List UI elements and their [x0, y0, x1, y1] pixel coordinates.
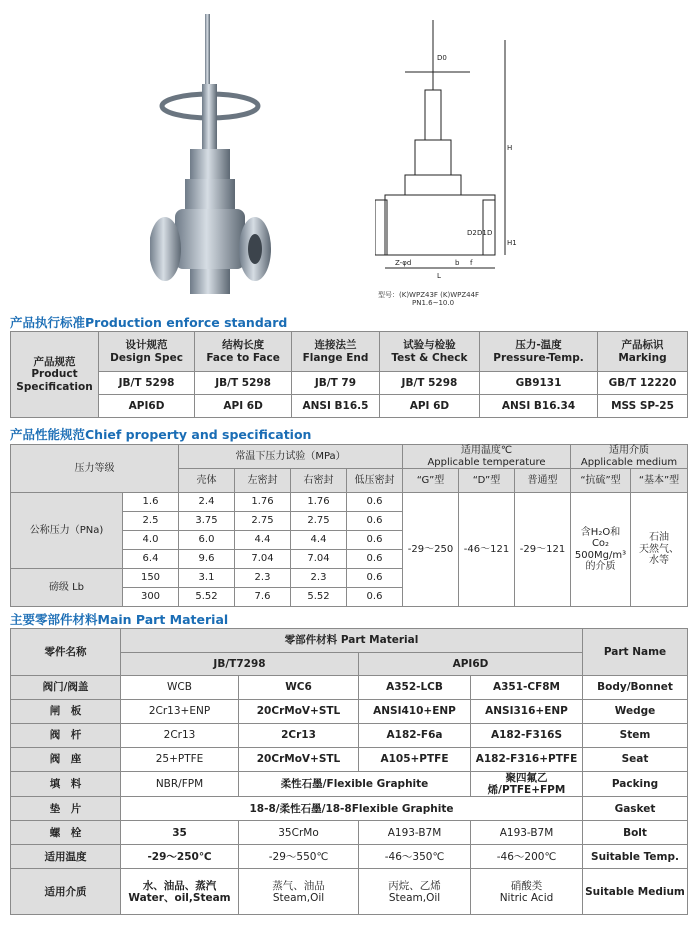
cell-text: 压力-温度	[515, 339, 562, 352]
table-cell: 阀 座	[11, 748, 121, 772]
table-cell: 2.3	[291, 569, 347, 588]
table-cell: WCB	[121, 676, 239, 700]
table-cell	[359, 869, 471, 915]
table-cell: -46～121	[459, 493, 515, 607]
col-flange	[292, 332, 380, 372]
table-cell: 2.4	[179, 493, 235, 512]
cell-text: 丙烷、乙烯	[388, 879, 441, 892]
cell-text: Flange End	[302, 351, 369, 364]
table-cell: JB/T 5298	[379, 372, 479, 395]
table-cell	[239, 869, 359, 915]
cell-text: 硝酸类	[510, 879, 543, 892]
table-cell: 25+PTFE	[121, 748, 239, 772]
table-cell: Bolt	[583, 821, 688, 845]
table-cell: 3.1	[179, 569, 235, 588]
chief-title: 产品性能规范Chief property and specification	[10, 427, 312, 442]
table-cell: 1.76	[291, 493, 347, 512]
table-cell: 4.4	[291, 531, 347, 550]
table-cell: 18-8/柔性石墨/18-8Flexible Graphite	[121, 797, 583, 821]
table-cell: A193-B7M	[359, 821, 471, 845]
table-cell: 2Cr13+ENP	[121, 700, 239, 724]
table-cell: A182-F316S	[471, 724, 583, 748]
dim-h: H	[507, 144, 513, 152]
chief-table	[10, 444, 688, 607]
table-cell: 壳体	[179, 469, 235, 493]
table-cell: -29～121	[515, 493, 571, 607]
table-cell: 普通型	[515, 469, 571, 493]
col-design	[99, 332, 195, 372]
table-cell: 聚四氟乙烯/PTFE+FPM	[471, 772, 583, 797]
table-cell: ANSI B16.5	[292, 395, 380, 418]
col-pt	[480, 332, 598, 372]
table-cell: ANSI316+ENP	[471, 700, 583, 724]
table-cell: “基本”型	[631, 469, 688, 493]
table-cell: 垫 片	[11, 797, 121, 821]
cell-text: 试验与检验	[403, 339, 456, 352]
table-cell	[571, 445, 688, 469]
table-cell: 150	[123, 569, 179, 588]
col-test	[379, 332, 479, 372]
valve-drawing	[375, 20, 525, 285]
cell-text: 水等	[649, 555, 669, 567]
cell-text: 连接法兰	[314, 339, 357, 352]
table-cell: 35CrMo	[239, 821, 359, 845]
table-cell: 300	[123, 588, 179, 607]
table-cell: 6.0	[179, 531, 235, 550]
table-cell: -46～350℃	[359, 845, 471, 869]
table-cell: A351-CF8M	[471, 676, 583, 700]
table-cell: “抗硫”型	[571, 469, 631, 493]
table-cell: 3.75	[179, 512, 235, 531]
table-cell: 4.4	[235, 531, 291, 550]
table-cell: 公称压力（PNa)	[11, 493, 123, 569]
table-cell: 填 料	[11, 772, 121, 797]
cell-text: 适用温度℃	[460, 445, 513, 456]
table-cell: 4.0	[123, 531, 179, 550]
table-cell: Gasket	[583, 797, 688, 821]
table-cell: GB9131	[480, 372, 598, 395]
table-cell: GB/T 12220	[597, 372, 687, 395]
table-cell: Body/Bonnet	[583, 676, 688, 700]
table-cell: 5.52	[179, 588, 235, 607]
table-cell: 0.6	[347, 531, 403, 550]
table-cell: Suitable Medium	[583, 869, 688, 915]
table-cell: 压力等级	[11, 445, 179, 493]
table-cell: 阀 杆	[11, 724, 121, 748]
medium-sour	[571, 493, 631, 607]
cell-text: Face to Face	[206, 351, 280, 364]
valve-photo	[150, 14, 280, 304]
table-cell: 右密封	[291, 469, 347, 493]
table-cell: NBR/FPM	[121, 772, 239, 797]
table-cell: 35	[121, 821, 239, 845]
cell-text: 产品标识	[621, 339, 664, 352]
cell-text: Steam,Oil	[388, 891, 441, 904]
table-cell: 闸 板	[11, 700, 121, 724]
pressure-caption: PN1.6~10.0	[412, 299, 455, 307]
col-face	[195, 332, 292, 372]
table-cell: JB/T7298	[121, 653, 359, 676]
table-cell: API 6D	[379, 395, 479, 418]
cell-text: 石油	[649, 532, 669, 544]
table-cell: API6D	[359, 653, 583, 676]
dim-z: Z-φd	[395, 259, 412, 267]
table-cell	[121, 869, 239, 915]
table-cell: 适用温度	[11, 845, 121, 869]
table-cell: “G”型	[403, 469, 459, 493]
table-cell: 低压密封	[347, 469, 403, 493]
table-cell: 0.6	[347, 588, 403, 607]
table-cell: MSS SP-25	[597, 395, 687, 418]
table-cell: 0.6	[347, 569, 403, 588]
medium-basic	[631, 493, 688, 607]
cell-text: 设计规范	[125, 339, 168, 352]
col-marking	[597, 332, 687, 372]
table-cell: 0.6	[347, 512, 403, 531]
dim-l: L	[437, 272, 441, 280]
table-cell: JB/T 5298	[99, 372, 195, 395]
table-cell: A105+PTFE	[359, 748, 471, 772]
table-cell: 2Cr13	[239, 724, 359, 748]
table-cell: 0.6	[347, 550, 403, 569]
table-cell: 7.04	[291, 550, 347, 569]
table-cell: 零件名称	[11, 629, 121, 676]
table-cell: 2.3	[235, 569, 291, 588]
table-cell: 阀门/阀盖	[11, 676, 121, 700]
table-cell: Seat	[583, 748, 688, 772]
table-cell: A182-F316+PTFE	[471, 748, 583, 772]
table-cell	[471, 869, 583, 915]
standard-title: 产品执行标准Production enforce standard	[10, 315, 288, 330]
table-cell: 螺 栓	[11, 821, 121, 845]
material-table	[10, 628, 688, 915]
cell-text: 的介质	[585, 561, 616, 572]
table-cell: Stem	[583, 724, 688, 748]
cell-text: 结构长度	[222, 339, 265, 352]
table-cell	[403, 445, 571, 469]
table-cell: A352-LCB	[359, 676, 471, 700]
table-cell: API6D	[99, 395, 195, 418]
table-cell: -46～200℃	[471, 845, 583, 869]
table-cell: ANSI410+ENP	[359, 700, 471, 724]
table-cell: Packing	[583, 772, 688, 797]
table-cell: JB/T 5298	[195, 372, 292, 395]
spec-label	[11, 332, 99, 418]
table-cell: ANSI B16.34	[480, 395, 598, 418]
dim-d: D	[487, 229, 493, 237]
cell-text: 天然气、	[639, 543, 679, 555]
table-cell: Suitable Temp.	[583, 845, 688, 869]
table-cell: 5.52	[291, 588, 347, 607]
model-caption: 型号：(K)WPZ43F (K)WPZ44F	[378, 291, 480, 299]
cell-text: Pressure-Temp.	[493, 351, 584, 364]
cell-text: Applicable temperature	[427, 456, 546, 468]
table-cell: 2.75	[235, 512, 291, 531]
cell-text: Nitric Acid	[499, 891, 554, 904]
table-cell: -29～250	[403, 493, 459, 607]
table-cell: 左密封	[235, 469, 291, 493]
cell-text: Design Spec	[110, 351, 183, 364]
cell-text: 500Mg/m³	[574, 549, 627, 561]
table-cell: 20CrMoV+STL	[239, 700, 359, 724]
table-cell: 磅级 Lb	[11, 569, 123, 607]
table-cell: A182-F6a	[359, 724, 471, 748]
table-cell: 0.6	[347, 493, 403, 512]
dim-d2: D2	[467, 229, 477, 237]
table-cell: 2.5	[123, 512, 179, 531]
cell-text: 含H₂O和	[580, 526, 621, 538]
table-cell: WC6	[239, 676, 359, 700]
cell-text: 蒸气、油品	[272, 879, 325, 892]
dim-b: b	[455, 259, 460, 267]
table-cell: A193-B7M	[471, 821, 583, 845]
table-cell: 零部件材料 Part Material	[121, 629, 583, 653]
table-cell: “D”型	[459, 469, 515, 493]
table-cell: 7.6	[235, 588, 291, 607]
material-title: 主要零部件材料Main Part Material	[10, 612, 229, 627]
table-cell: 20CrMoV+STL	[239, 748, 359, 772]
table-cell: 2.75	[291, 512, 347, 531]
cell-text: Marking	[618, 351, 667, 364]
table-cell: 柔性石墨/Flexible Graphite	[239, 772, 471, 797]
table-cell: -29～550℃	[239, 845, 359, 869]
table-cell: 1.6	[123, 493, 179, 512]
table-cell: Wedge	[583, 700, 688, 724]
standard-table	[10, 331, 688, 418]
table-cell: 7.04	[235, 550, 291, 569]
cell-text: Test & Check	[391, 351, 468, 364]
table-cell: 9.6	[179, 550, 235, 569]
table-cell: 1.76	[235, 493, 291, 512]
cell-text: Product	[31, 368, 78, 381]
table-cell: -29～250℃	[121, 845, 239, 869]
dim-f: f	[470, 259, 473, 267]
cell-text: Steam,Oil	[272, 891, 325, 904]
table-cell: Part Name	[583, 629, 688, 676]
dim-h1: H1	[507, 239, 517, 247]
table-cell: API 6D	[195, 395, 292, 418]
cell-text: 水、油品、蒸汽	[142, 879, 217, 892]
cell-text: Co₂	[591, 538, 610, 549]
cell-text: Water、oil,Steam	[128, 891, 231, 904]
table-cell: JB/T 79	[292, 372, 380, 395]
cell-text: Applicable medium	[580, 456, 678, 468]
cell-text: 产品规范	[33, 356, 76, 369]
table-cell: 适用介质	[11, 869, 121, 915]
cell-text: Specification	[16, 380, 93, 393]
dim-d0: D0	[437, 54, 447, 62]
table-cell: 6.4	[123, 550, 179, 569]
cell-text: 适用介质	[609, 445, 649, 456]
table-cell: 常温下压力试验（MPa）	[179, 445, 403, 469]
dim-d1: D1	[477, 229, 487, 237]
table-cell: 2Cr13	[121, 724, 239, 748]
